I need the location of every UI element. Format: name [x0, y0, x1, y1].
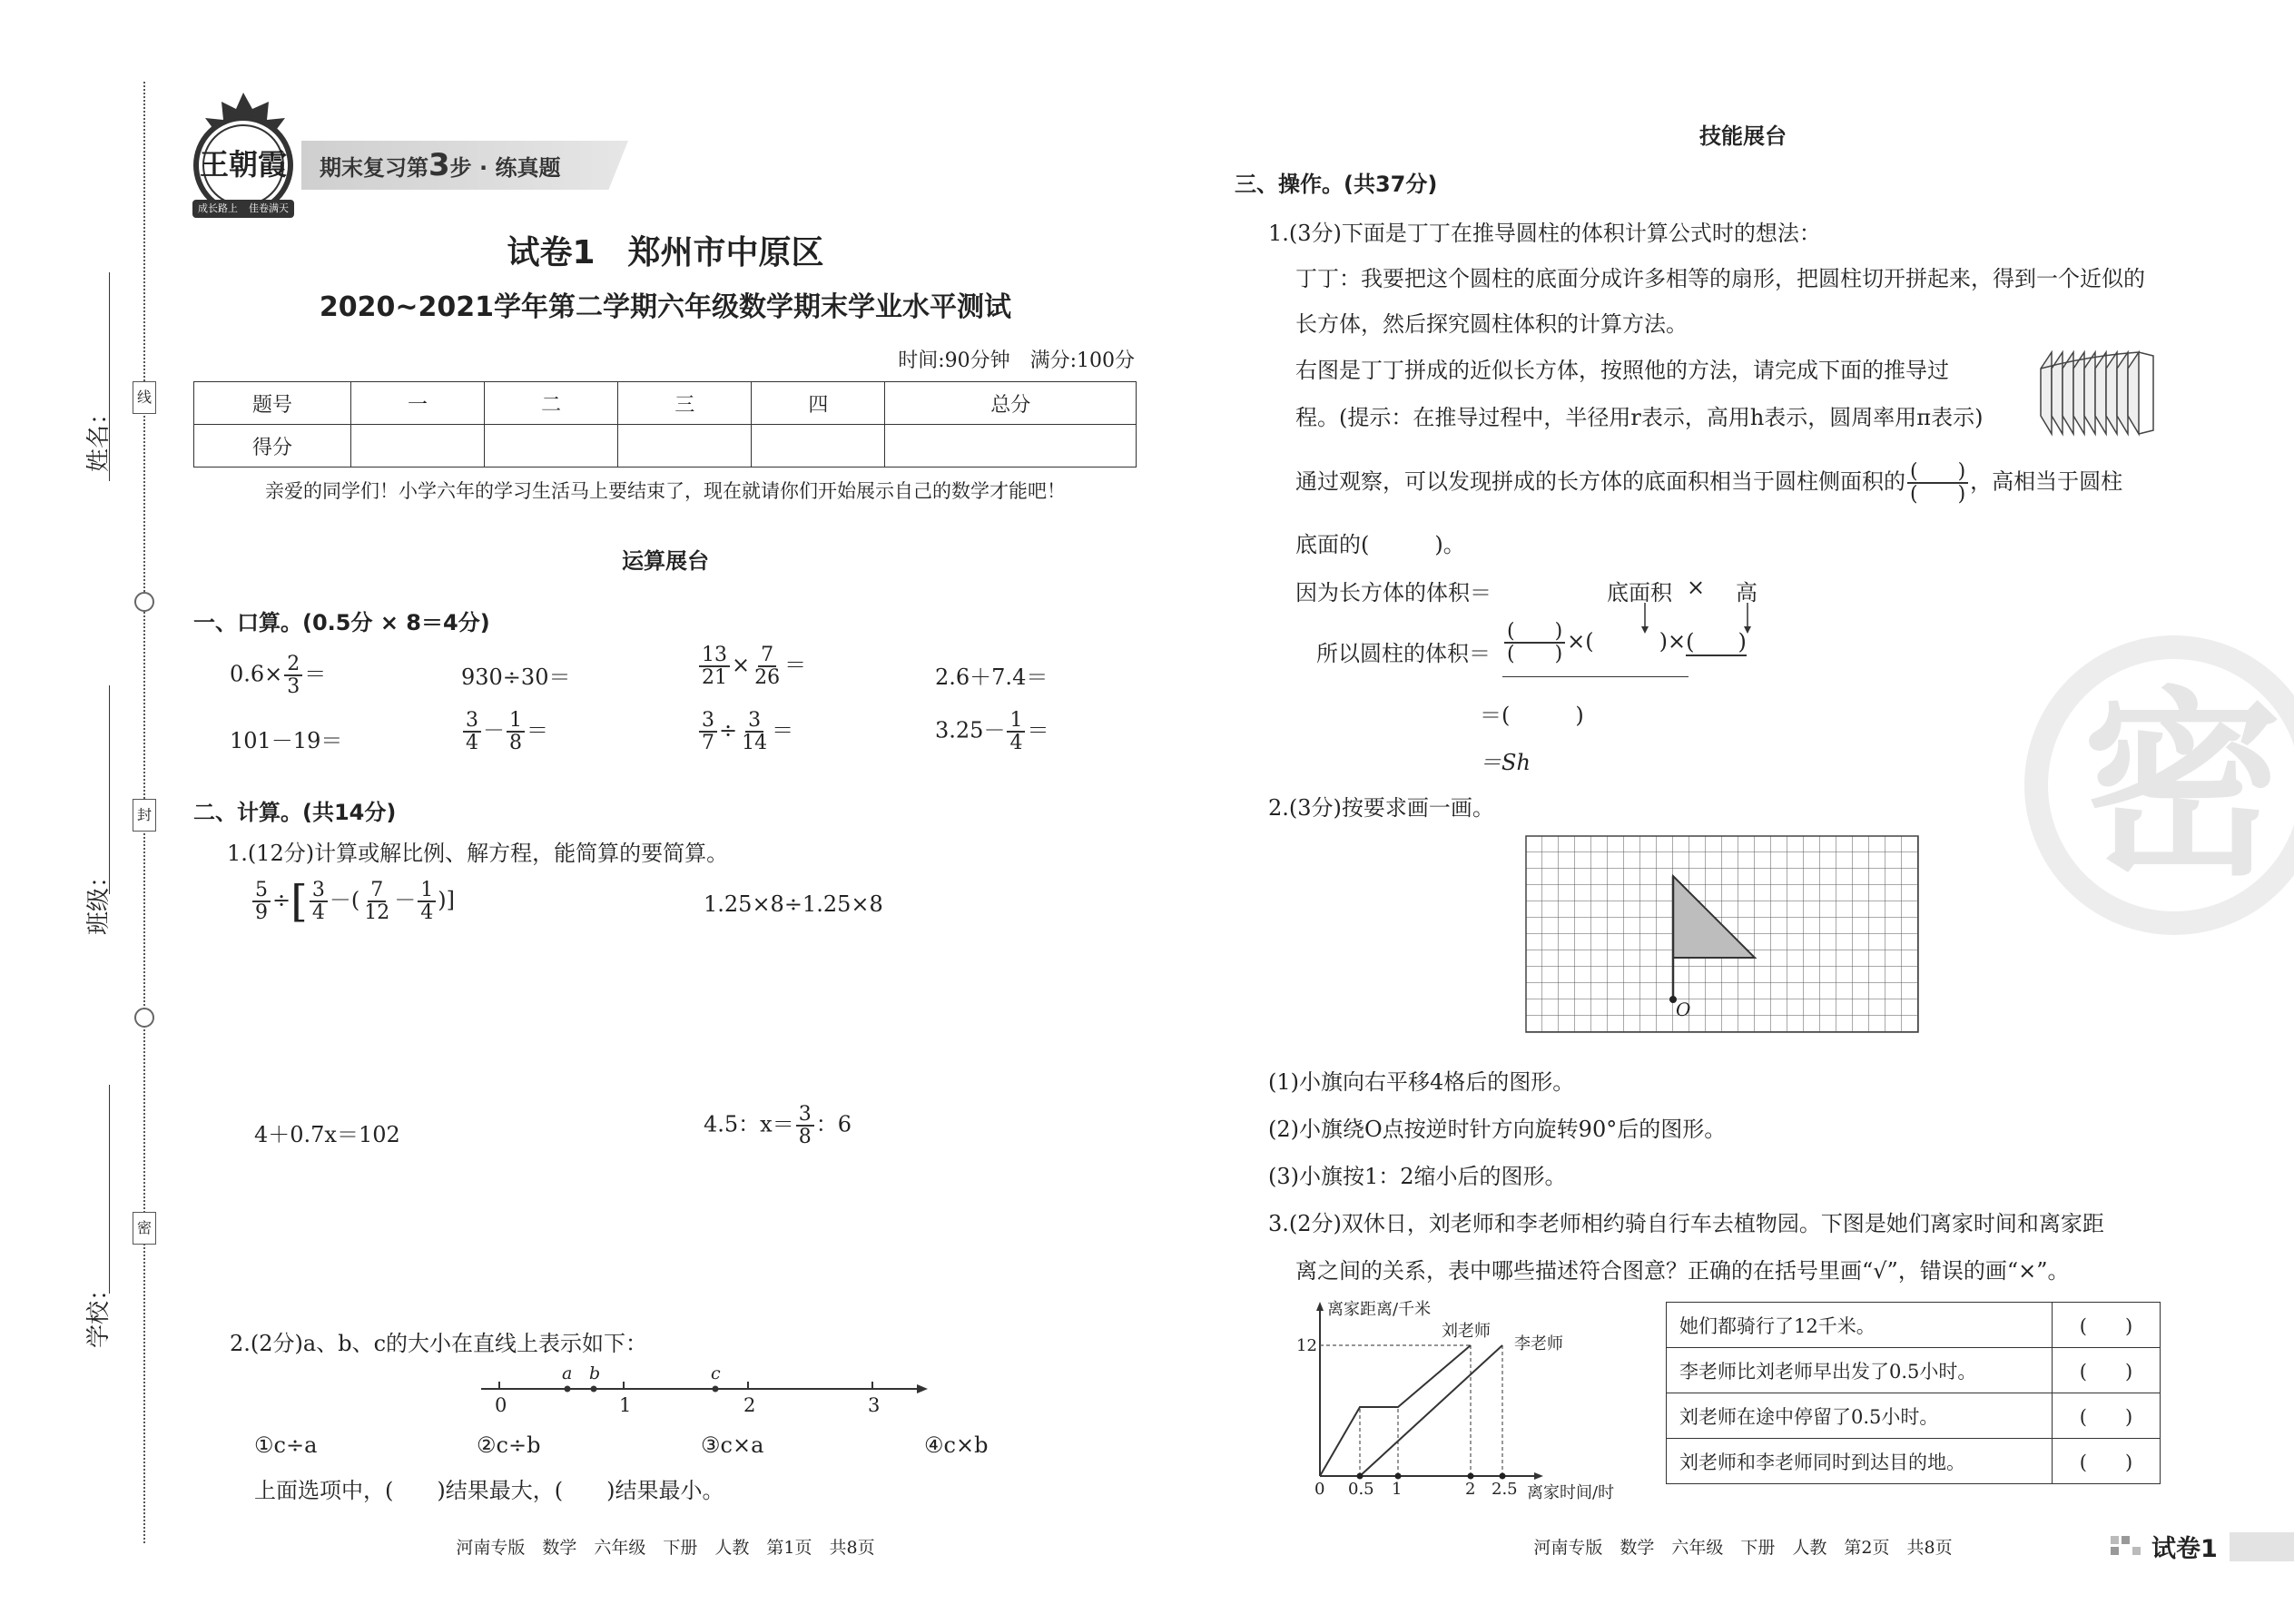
s3-q2-title: 2.(3分)按要求画一画。	[1268, 795, 1494, 821]
s3-q1-p5: 通过观察，可以发现拼成的长方体的底面积相当于圆柱侧面积的 $\frac{( )}{( )}$ ，高相当于圆柱	[1295, 460, 2123, 507]
s3-q2-task2: (2)小旗绕O点按逆时针方向旋转90°后的图形。	[1268, 1117, 1727, 1142]
exam-time-info: 时间:90分钟 满分:100分	[898, 349, 1135, 372]
s3-q1-title: 1.(3分)下面是丁丁在推导圆柱的体积计算公式时的想法：	[1268, 221, 1821, 246]
graph-line-li: 李老师	[1514, 1334, 1563, 1353]
s3-q1-p9: ＝( )	[1480, 703, 1584, 728]
nl-tick-0: 0	[495, 1394, 507, 1416]
score-cell[interactable]	[752, 425, 885, 468]
s3-q2-task1: (1)小旗向右平移4格后的图形。	[1268, 1069, 1575, 1095]
oral-item-7: $\frac{3}{7}$ ÷ $\frac{3}{14}$ ＝	[697, 710, 793, 753]
s3-q2-task3: (3)小旗按1：2缩小后的图形。	[1268, 1164, 1567, 1189]
fraction: $\frac{3}{4}$	[310, 880, 328, 923]
fraction: $\frac{7}{26}$	[754, 644, 781, 690]
fraction: $\frac{1}{4}$	[418, 880, 436, 923]
cut-circle-2	[134, 1008, 154, 1028]
s3-q1-p6: 底面的( )。	[1295, 532, 1465, 557]
score-row-label: 得分	[194, 425, 351, 468]
binding-strip	[0, 0, 182, 1624]
corner-decor	[2111, 1534, 2147, 1558]
s3-q1-p1: 丁丁：我要把这个圆柱的底面分成许多相等的扇形，把圆柱切开拼起来，得到一个近似的	[1295, 266, 2145, 291]
fraction: $\frac{7}{12}$	[364, 878, 390, 924]
oral-item-1: 0.6× $\frac{2}{3}$ ＝	[230, 653, 327, 699]
corner-bar	[2230, 1532, 2294, 1561]
derivation-underline	[1502, 676, 1689, 677]
oral-item-5: 101－19＝	[230, 728, 343, 753]
approx-cuboid-figure	[2033, 343, 2161, 443]
fraction: $\frac{3}{4}$	[463, 710, 481, 753]
option-4: ④c×b	[924, 1432, 989, 1458]
answer-bracket[interactable]: ( )	[2053, 1303, 2161, 1348]
score-cell[interactable]	[618, 425, 752, 468]
s3-q1-p2: 长方体，然后探究圆柱体积的计算方法。	[1295, 311, 1688, 337]
calc-expr-1: $\frac{5}{9}$ ÷[ $\frac{3}{4}$ －( $\frac{7}{12}$ － $\frac{1}{4}$ )]	[251, 876, 455, 927]
oral-item-8: 3.25－ $\frac{1}{4}$ ＝	[935, 709, 1049, 755]
statement-text: 李老师比刘老师早出发了0.5小时。	[1667, 1348, 2053, 1393]
nl-tick-1: 1	[619, 1394, 632, 1416]
score-header-cell: 二	[485, 382, 618, 425]
statement-text: 她们都骑行了12千米。	[1667, 1303, 2053, 1348]
exam-title: 试卷1 郑州市中原区	[507, 234, 824, 271]
judgement-row	[1667, 1439, 2161, 1484]
answer-bracket[interactable]: ( )	[2053, 1348, 2161, 1393]
nl-point-c: c	[711, 1363, 721, 1383]
cut-mark-xian: 线	[133, 381, 156, 414]
brand-logo	[180, 89, 307, 225]
statement-text: 刘老师和李老师同时到达目的地。	[1667, 1439, 2053, 1484]
s3-q1-p8-expr: $\frac{( )}{( )}$ ×( )×( )	[1502, 621, 1747, 664]
graph-x-tick-1: 1	[1392, 1480, 1403, 1499]
s3-q1-p4: 程。(提示：在推导过程中，半径用r表示，高用h表示，圆周率用π表示)	[1295, 405, 1984, 430]
graph-x-tick-25: 2.5	[1492, 1480, 1518, 1499]
corner-tag: 试卷1	[2151, 1535, 2218, 1563]
s3-q1-p7-pre: 因为长方体的体积＝	[1295, 580, 1492, 605]
s1-heading: 一、口算。(0.5分 × 8＝4分)	[193, 610, 490, 635]
option-1: ①c÷a	[254, 1432, 318, 1458]
option-3: ③c×a	[701, 1432, 764, 1458]
fraction: $\frac{3}{7}$	[699, 710, 717, 753]
s3-heading: 三、操作。(共37分)	[1235, 172, 1438, 197]
nl-tick-3: 3	[868, 1394, 881, 1416]
intro-text: 亲爱的同学们！小学六年的学习生活马上要结束了，现在就请你们开始展示自己的数学才能吧！	[265, 480, 1066, 502]
oral-1-pre: 0.6×	[230, 661, 283, 687]
nl-point-a: a	[562, 1363, 573, 1383]
school-line[interactable]	[109, 1085, 110, 1294]
distance-time-graph	[1307, 1298, 1570, 1507]
footer-left: 河南专版 数学 六年级 下册 人教 第1页 共8页	[456, 1538, 875, 1558]
score-cell[interactable]	[885, 425, 1137, 468]
judgement-table	[1666, 1302, 2161, 1484]
section-title-skill: 技能展台	[1699, 123, 1787, 149]
score-header-cell: 总分	[885, 382, 1137, 425]
blank-fraction[interactable]: $\frac{( )}{( )}$	[1504, 621, 1565, 664]
drawing-grid[interactable]	[1525, 835, 1925, 1044]
name-label: 姓名：	[85, 400, 113, 472]
s3-q3-title1: 3.(2分)双休日，刘老师和李老师相约骑自行车去植物园。下图是她们离家时间和离家距	[1268, 1211, 2104, 1236]
graph-y-tick-12: 12	[1296, 1336, 1317, 1355]
score-header-cell: 一	[351, 382, 485, 425]
s3-q1-p10: ＝Sh	[1480, 750, 1531, 775]
s3-q1-p3: 右图是丁丁拼成的近似长方体，按照他的方法，请完成下面的推导过	[1295, 358, 1949, 383]
banner-pre: 期末复习第	[320, 155, 428, 181]
s3-q3-title2: 离之间的关系，表中哪些描述符合图意？正确的在括号里画“√”，错误的画“×”。	[1295, 1258, 2070, 1284]
calc-expr-4: 4.5：x＝ $\frac{3}{8}$ ：6	[704, 1103, 852, 1149]
height-label: 高	[1736, 580, 1757, 605]
judgement-row	[1667, 1348, 2161, 1393]
score-row-header	[194, 382, 1137, 425]
cut-mark-mi: 密	[133, 1212, 156, 1245]
statement-text: 刘老师在途中停留了0.5小时。	[1667, 1393, 2053, 1439]
cut-mark-feng: 封	[133, 799, 156, 832]
graph-line-liu: 刘老师	[1442, 1322, 1491, 1341]
s2-q2-title: 2.(2分)a、b、c的大小在直线上表示如下：	[230, 1331, 648, 1356]
banner-step: 3	[428, 147, 450, 183]
graph-x-label: 离家时间/时	[1527, 1483, 1615, 1502]
option-2: ②c÷b	[477, 1432, 541, 1458]
judgement-row	[1667, 1393, 2161, 1439]
brand-name: 王朝霞	[199, 147, 287, 182]
answer-bracket[interactable]: ( )	[2053, 1439, 2161, 1484]
graph-x-tick-05: 0.5	[1348, 1480, 1374, 1499]
fraction: $\frac{5}{9}$	[252, 880, 271, 923]
score-cell[interactable]	[351, 425, 485, 468]
answer-bracket[interactable]: ( )	[2053, 1393, 2161, 1439]
watermark-char: 密	[2082, 670, 2282, 902]
score-row-values	[194, 425, 1137, 468]
secret-watermark	[2024, 635, 2294, 935]
s2-heading: 二、计算。(共14分)	[193, 800, 397, 825]
step-banner-text	[320, 147, 561, 183]
graph-x-tick-0: 0	[1314, 1480, 1325, 1499]
cut-circle-1	[134, 592, 154, 612]
oral-item-2: 930÷30＝	[461, 664, 571, 690]
oral-item-4: 2.6＋7.4＝	[935, 664, 1049, 690]
times-sign: ×	[1687, 575, 1706, 600]
section-title-calc: 运算展台	[622, 548, 709, 574]
score-cell[interactable]	[485, 425, 618, 468]
fraction: $\frac{2}{3}$	[284, 654, 302, 697]
s2-q1-title: 1.(12分)计算或解比例、解方程，能简算的要简算。	[227, 841, 729, 866]
score-table	[193, 381, 1137, 468]
banner-post: 步 · 练真题	[449, 155, 561, 181]
fraction: $\frac{1}{4}$	[1007, 710, 1025, 753]
nl-tick-2: 2	[743, 1394, 756, 1416]
name-line[interactable]	[109, 272, 110, 481]
fraction: $\frac{3}{14}$	[742, 709, 768, 755]
class-label: 班级：	[85, 863, 113, 935]
class-line[interactable]	[109, 685, 110, 894]
brand-tagline-left: 成长路上	[198, 202, 238, 214]
judgement-row	[1667, 1303, 2161, 1348]
oral-item-6: $\frac{3}{4}$ － $\frac{1}{8}$ ＝	[461, 710, 548, 753]
score-header-cell: 四	[752, 382, 885, 425]
graph-x-tick-2: 2	[1465, 1480, 1476, 1499]
graph-y-label: 离家距离/千米	[1327, 1300, 1432, 1319]
blank-fraction[interactable]: $\frac{( )}{( )}$	[1907, 461, 1968, 505]
fraction: $\frac{3}{8}$	[796, 1104, 814, 1147]
origin-label: O	[1676, 999, 1691, 1020]
fraction: $\frac{1}{8}$	[507, 710, 525, 753]
blank-underline[interactable]: ( )	[1686, 628, 1747, 655]
oral-item-3: $\frac{13}{21}$ × $\frac{7}{26}$ ＝	[697, 645, 806, 688]
fraction: $\frac{13}{21}$	[699, 645, 730, 688]
score-header-cell: 三	[618, 382, 752, 425]
calc-expr-2: 1.25×8÷1.25×8	[704, 891, 883, 917]
brand-tagline-right: 佳卷满天	[249, 202, 289, 214]
exam-subtitle: 2020~2021学年第二学期六年级数学期末学业水平测试	[319, 291, 1012, 323]
nl-point-b: b	[589, 1363, 601, 1383]
s3-q1-p8-pre: 所以圆柱的体积＝	[1316, 641, 1491, 666]
score-header-cell: 题号	[194, 382, 351, 425]
base-area-label: 底面积	[1607, 580, 1672, 605]
calc-expr-3: 4＋0.7x＝102	[254, 1122, 400, 1147]
s2-q2-fill: 上面选项中，( )结果最大，( )结果最小。	[254, 1478, 724, 1503]
school-label: 学校：	[85, 1276, 113, 1348]
footer-right: 河南专版 数学 六年级 下册 人教 第2页 共8页	[1533, 1538, 1953, 1558]
